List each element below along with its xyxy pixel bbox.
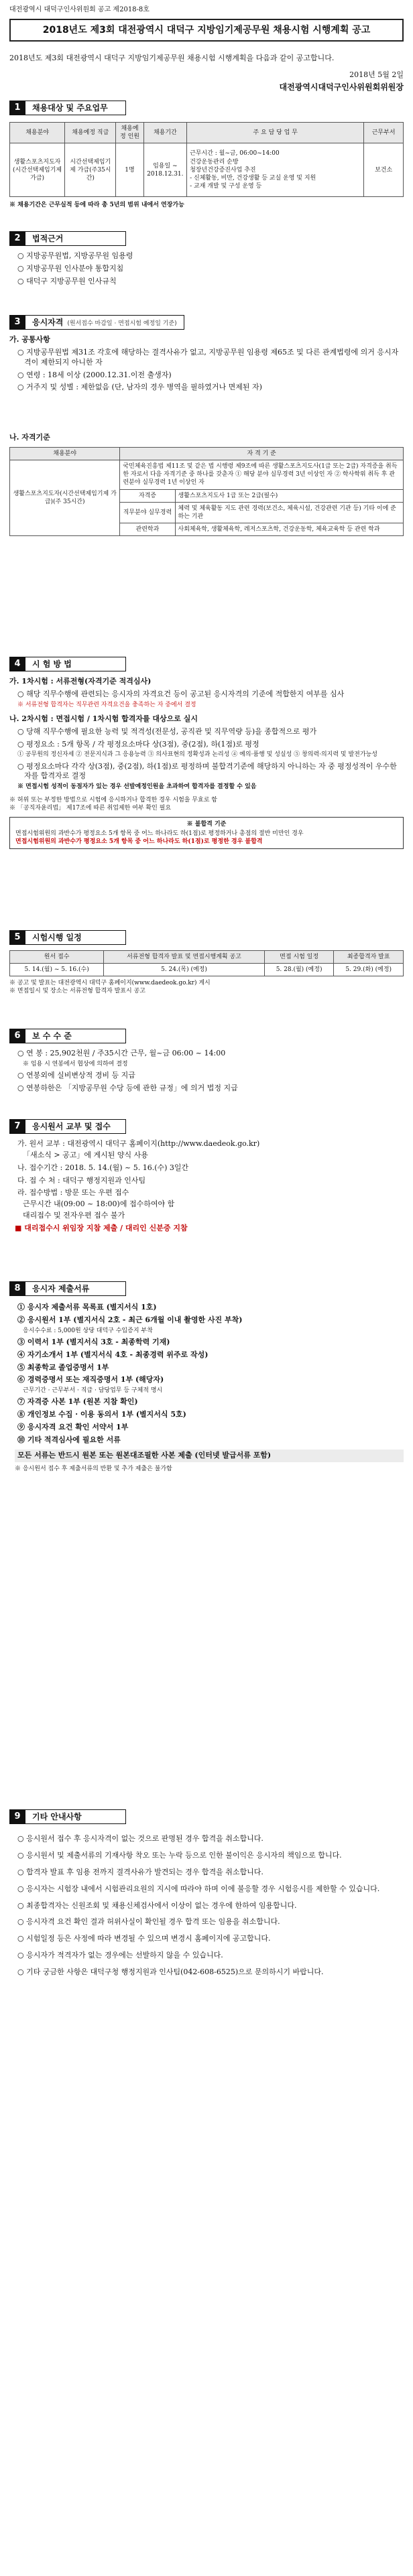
section-number: 1 — [9, 101, 25, 115]
list-item: ○ 연 봉 : 25,902천원 / 주35시간 근무, 월~금 06:00 ~ 14:00 — [17, 1049, 226, 1057]
cell-criteria: 국민체육진흥법 제11조 및 같은 법 시행령 제9조에 따른 생활스포츠지도사(1급 또는 2급) 자격증을 취득한 자로서 다음 자격기준 중 하나를 갖춘자 ① 해당 분야 실무경력 3년 이상인 자 ② 학사학위 취득 후 관련분야 실무경력 1년 이상인 자 — [120, 460, 404, 489]
section-number: 7 — [9, 1119, 25, 1134]
note: ※ 면접일시 및 장소는 서류전형 합격자 발표시 공고 — [9, 988, 145, 995]
list-item: ○ 당해 직무수행에 필요한 능력 및 적격성(전문성, 공직관 및 직무역량 등)을 종합적으로 평가 — [17, 726, 317, 736]
list-item: ○ 거주지 및 성별 : 제한없음 (단, 남자의 경우 병역을 필하였거나 면제된 자) — [17, 383, 262, 392]
list-item: ⑤ 최종학교 졸업증명서 1부 — [17, 1362, 109, 1372]
cell-key: 직무분야 실무경력 — [120, 502, 175, 523]
list-item: 나. 접수기간 : 2018. 5. 14.(월) ~ 5. 16.(수) 3일간 — [17, 1163, 189, 1172]
duty-line: - 교재 개발 및 구성 운영 등 — [190, 182, 262, 190]
cell-value: 생활스포츠지도사 1급 또는 2급(필수) — [175, 489, 403, 502]
section-number: 4 — [9, 657, 25, 671]
list-item: ○ 응시자격 요건 확인 결과 허위사실이 확인될 경우 합격 또는 임용을 취소합니다. — [17, 1917, 280, 1927]
col-header: 채용예정 직급 — [65, 123, 116, 143]
schedule-table — [9, 950, 404, 976]
cell-field: 생활스포츠지도자(시간선택제임기제 가급)(주 35시간) — [10, 460, 120, 536]
section-documents — [9, 1281, 404, 1473]
red-note: ■ 대리접수시 위임장 지참 제출 / 대리인 신분증 지참 — [15, 1223, 188, 1232]
section-title: 응시자 제출서류 — [25, 1281, 126, 1296]
note: ※ 허위 또는 부정한 방법으로 시험에 응시하거나 합격한 경우 시험을 무효로 함 — [9, 797, 217, 804]
cell-key: 관련학과 — [120, 523, 175, 536]
section-number: 6 — [9, 1029, 25, 1043]
list-item: 가. 원서 교부 : 대전광역시 대덕구 홈페이지(http://www.daedeok.go.kr) — [17, 1139, 260, 1148]
list-note: 「새소식 > 공고」에 게시된 양식 사용 — [23, 1150, 148, 1159]
section-eligibility — [9, 315, 404, 536]
cell: 5. 28.(월) (예정) — [264, 964, 334, 976]
list-item: ○ 지방공무원법 제31조 각호에 해당하는 결격사유가 없고, 지방공무원 임용령 제65조 및 다른 관계법령에 의거 응시자격이 제한되지 아니한 자 — [17, 347, 399, 367]
list-item: ④ 자기소개서 1부 (별지서식 4호 - 최종경력 위주로 작성) — [17, 1350, 209, 1359]
section-salary — [9, 1029, 404, 1094]
page-title: 2018년도 제3회 대전광역시 대덕구 지방임기제공무원 채용시험 시행계획 공고 — [9, 19, 404, 42]
list-item: ○ 연령 : 18세 이상 (2000.12.31.이전 출생자) — [17, 370, 172, 379]
list-item: ○ 지방공무원법, 지방공무원 임용령 — [17, 251, 133, 260]
list-item: ○ 연봉하한은 「지방공무원 수당 등에 관한 규정」에 의거 법정 지급 — [17, 1083, 238, 1092]
emphasis-band: 모든 서류는 반드시 원본 또는 원본대조필한 사본 제출 (인터넷 발급서류 포함) — [15, 1450, 404, 1462]
list-item: 다. 접 수 처 : 대덕구 행정지원과 인사팀 — [17, 1175, 146, 1185]
cell-value: 체력 및 체육활동 지도 관련 경력(보건소, 체육시설, 건강관련 기관 등) 기타 이에 준하는 기관 — [175, 502, 403, 523]
qualification-table — [9, 447, 404, 536]
section-title: 기타 안내사항 — [25, 1809, 126, 1824]
section-misc — [9, 1809, 404, 1980]
section-recruitment — [9, 101, 404, 209]
section-number: 2 — [9, 231, 25, 246]
section-title: 응시자격 (원서접수 마감일 · 면접시험 예정일 기준) — [25, 315, 184, 330]
section-title: 채용대상 및 주요업무 — [25, 101, 126, 115]
section-number: 8 — [9, 1281, 25, 1296]
notice-document — [9, 0, 404, 1977]
duty-line: 청장년건강증진사업 추진 — [190, 166, 256, 174]
section-title: 시험시행 일정 — [25, 930, 126, 945]
subheading: 가. 1차시험 : 서류전형(자격기준 적격심사) — [9, 677, 152, 686]
box-text: 면접시험위원의 과반수가 평정요소 5개 항목 중 어느 하나라도 하(1점)로 평정하거나 총점의 절반 미만인 경우 — [15, 830, 304, 837]
section-schedule — [9, 930, 404, 996]
section-title: 응시원서 교부 및 접수 — [25, 1119, 126, 1134]
cell-key: 자격증 — [120, 489, 175, 502]
list-note: ※ 서류전형 합격자는 직무관련 자격요건을 충족하는 자 중에서 결정 — [17, 701, 196, 708]
subheading: 나. 2차시험 : 면접시험 / 1차시험 합격자를 대상으로 실시 — [9, 714, 198, 723]
col-header: 원서 접수 — [10, 951, 104, 964]
cell-value: 사회체육학, 생활체육학, 레저스포츠학, 건강운동학, 체육교육학 등 관련 학과 — [175, 523, 403, 536]
intro-text: 2018년도 제3회 대전광역시 대덕구 지방임기제공무원 채용시험 시행계획을 다음과 같이 공고합니다. — [9, 54, 335, 63]
cell-duties — [187, 143, 364, 197]
list-item: ⑧ 개인정보 수집 · 이용 동의서 1부 (별지서식 5호) — [17, 1410, 186, 1419]
section-number: 3 — [9, 315, 25, 330]
col-header: 채용기간 — [143, 123, 187, 143]
col-header: 서류전형 합격자 발표 및 면접시행계획 공고 — [104, 951, 265, 964]
list-item: ○ 해당 직무수행에 관련되는 응시자의 자격요건 등이 공고된 응시자격의 기준에 적합한지 여부를 심사 — [17, 689, 345, 698]
box-label: ※ 불합격 기준 — [186, 820, 227, 828]
section-legal-basis — [9, 231, 404, 287]
col-header: 채용예정 인원 — [116, 123, 143, 143]
duty-line: 건강운동관리 순방 — [190, 158, 239, 166]
list-item: ○ 합격자 발표 후 임용 전까지 결격사유가 발견되는 경우 합격을 취소합니다. — [17, 1867, 263, 1876]
section-title: 법적근거 — [25, 231, 126, 246]
note: ※ 「공직자윤리법」 제17조에 따른 취업제한 여부 확인 필요 — [9, 805, 172, 812]
list-item: ○ 평정요소마다 각각 상(3점), 중(2점), 하(1점)로 평정하며 불합격기준에 해당하지 아니하는 자 중 평정성적이 우수한 자를 합격자로 결정 — [17, 761, 397, 781]
col-header: 자 격 기 준 — [120, 448, 404, 460]
col-header: 주 요 담 당 업 무 — [187, 123, 364, 143]
col-header: 채용분야 — [10, 123, 65, 143]
section-application — [9, 1119, 404, 1234]
issuer: 대전광역시대덕구인사위원회위원장 — [279, 82, 404, 92]
notice-date: 2018년 5월 2일 — [349, 70, 404, 80]
fail-criteria-box — [9, 817, 404, 849]
list-item: 라. 접수방법 : 방문 또는 우편 접수 — [17, 1188, 129, 1198]
note: ※ 공고 및 발표는 대전광역시 대덕구 홈페이지(www.daedeok.go.kr) 게시 — [9, 980, 211, 987]
duty-line: 근무시간 : 월~금, 06:00~14:00 — [190, 150, 280, 157]
list-item: ○ 시험일정 등은 사정에 따라 변경될 수 있으며 변경시 홈페이지에 공고합니다. — [17, 1934, 271, 1943]
cell-period: 임용일 ~ 2018.12.31. — [143, 143, 187, 197]
note: ※ 응시원서 접수 후 제출서류의 반환 및 추가 제출은 불가함 — [15, 1465, 172, 1472]
list-item: ○ 대덕구 지방공무원 인사규칙 — [17, 276, 117, 285]
subheading: 나. 자격기준 — [9, 433, 50, 442]
section-title: 시 험 방 법 — [25, 657, 126, 671]
list-item: ○ 평정요소 : 5개 항목 / 각 평정요소마다 상(3점), 중(2점), 하(1점)로 평정 — [17, 739, 259, 749]
list-item: ○ 응시원서 및 제출서류의 기재사항 착오 또는 누락 등으로 인한 불이익은 응시자의 책임으로 합니다. — [17, 1850, 342, 1860]
list-item: ⑩ 기타 적격심사에 필요한 서류 — [17, 1435, 121, 1444]
list-item: ③ 이력서 1부 (별지서식 3호 - 최종학력 기재) — [17, 1337, 170, 1346]
list-item: ○ 기타 궁금한 사항은 대덕구청 행정지원과 인사팀(042-608-6525)으로 문의하시기 바랍니다. — [17, 1968, 324, 1977]
list-item: ① 응시자 제출서류 목록표 (별지서식 1호) — [17, 1303, 157, 1311]
list-item: ⑨ 응시자격 요건 확인 서약서 1부 — [17, 1423, 129, 1432]
list-item: ○ 지방공무원 인사분야 통합지침 — [17, 263, 124, 273]
cell-grade: 시간선택제임기제 가급(주35시간) — [65, 143, 116, 197]
subheading: 가. 공통사항 — [9, 335, 50, 344]
list-note: ※ 임용 시 연봉에서 협상에 의하여 결정 — [23, 1060, 128, 1068]
cell: 5. 29.(화) (예정) — [334, 964, 404, 976]
recruitment-table — [9, 122, 404, 197]
cell-dept: 보건소 — [364, 143, 404, 197]
cell: 5. 14.(월) ~ 5. 16.(수) — [10, 964, 104, 976]
list-note: ① 공무원의 정신자세 ② 전문지식과 그 응용능력 ③ 의사표현의 정확성과 논리성 ④ 예의·품행 및 성실성 ⑤ 창의력·의지력 및 발전가능성 — [17, 751, 377, 759]
section-number: 5 — [9, 930, 25, 945]
list-note: 응시수수료 : 5,000원 상당 대덕구 수입증지 부착 — [23, 1327, 153, 1334]
list-item: ○ 최종합격자는 신원조회 및 채용신체검사에서 이상이 없는 경우에 한하여 임용합니다. — [17, 1901, 297, 1910]
cell: 5. 24.(목) (예정) — [104, 964, 265, 976]
col-header: 채용분야 — [10, 448, 120, 460]
cell-count: 1명 — [116, 143, 143, 197]
col-header: 면접 시험 일정 — [264, 951, 334, 964]
list-item: ② 응시원서 1부 (별지서식 2호 - 최근 6개월 이내 촬영한 사진 부착) — [17, 1315, 243, 1324]
cell-field: 생활스포츠지도자(시간선택제임기제 가급) — [10, 143, 65, 197]
list-item: ○ 연봉외에 실비변상적 경비 등 지급 — [17, 1070, 135, 1080]
list-item: ⑥ 경력증명서 또는 재직증명서 1부 (해당자) — [17, 1375, 164, 1384]
duty-line: - 신체활동, 비만, 건강생활 등 교실 운영 및 지원 — [190, 174, 316, 182]
list-note: 근무기간 · 근무부서 · 직급 · 담당업무 등 구체적 명시 — [23, 1387, 163, 1395]
list-note: 대리접수 및 전자우편 접수 불가 — [23, 1211, 125, 1220]
col-header: 최종합격자 발표 — [334, 951, 404, 964]
list-note: ※ 면접시험 성적이 동점자가 있는 경우 선발예정인원을 초과하여 합격자를 결정할 수 있음 — [17, 783, 257, 791]
section-exam-method — [9, 657, 404, 849]
section-number: 9 — [9, 1809, 25, 1824]
section-note: ※ 채용기간은 근무실적 등에 따라 총 5년의 범위 내에서 연장가능 — [9, 202, 184, 209]
list-note: 근무시간 내(09:00 ~ 18:00)에 접수하여야 함 — [23, 1200, 175, 1209]
list-item: ⑦ 자격증 사본 1부 (원본 지참 확인) — [17, 1397, 138, 1407]
section-title: 보 수 수 준 — [25, 1029, 126, 1043]
list-item: ○ 응시자는 시험장 내에서 시험관리요원의 지시에 따라야 하며 이에 불응할 경우 시험응시를 제한할 수 있습니다. — [17, 1884, 380, 1893]
box-text-emphasis: 면접시험위원의 과반수가 평정요소 5개 항목 중 어느 하나라도 하(1점)로 평정한 경우 불합격 — [15, 838, 263, 845]
list-item: ○ 응시원서 접수 후 응시자격이 없는 것으로 판명된 경우 합격을 취소합니다. — [17, 1834, 263, 1843]
notice-id: 대전광역시 대덕구인사위원회 공고 제2018-8호 — [9, 6, 150, 13]
col-header: 근무부서 — [364, 123, 404, 143]
list-item: ○ 응시자가 적격자가 없는 경우에는 선발하지 않을 수 있습니다. — [17, 1951, 223, 1960]
